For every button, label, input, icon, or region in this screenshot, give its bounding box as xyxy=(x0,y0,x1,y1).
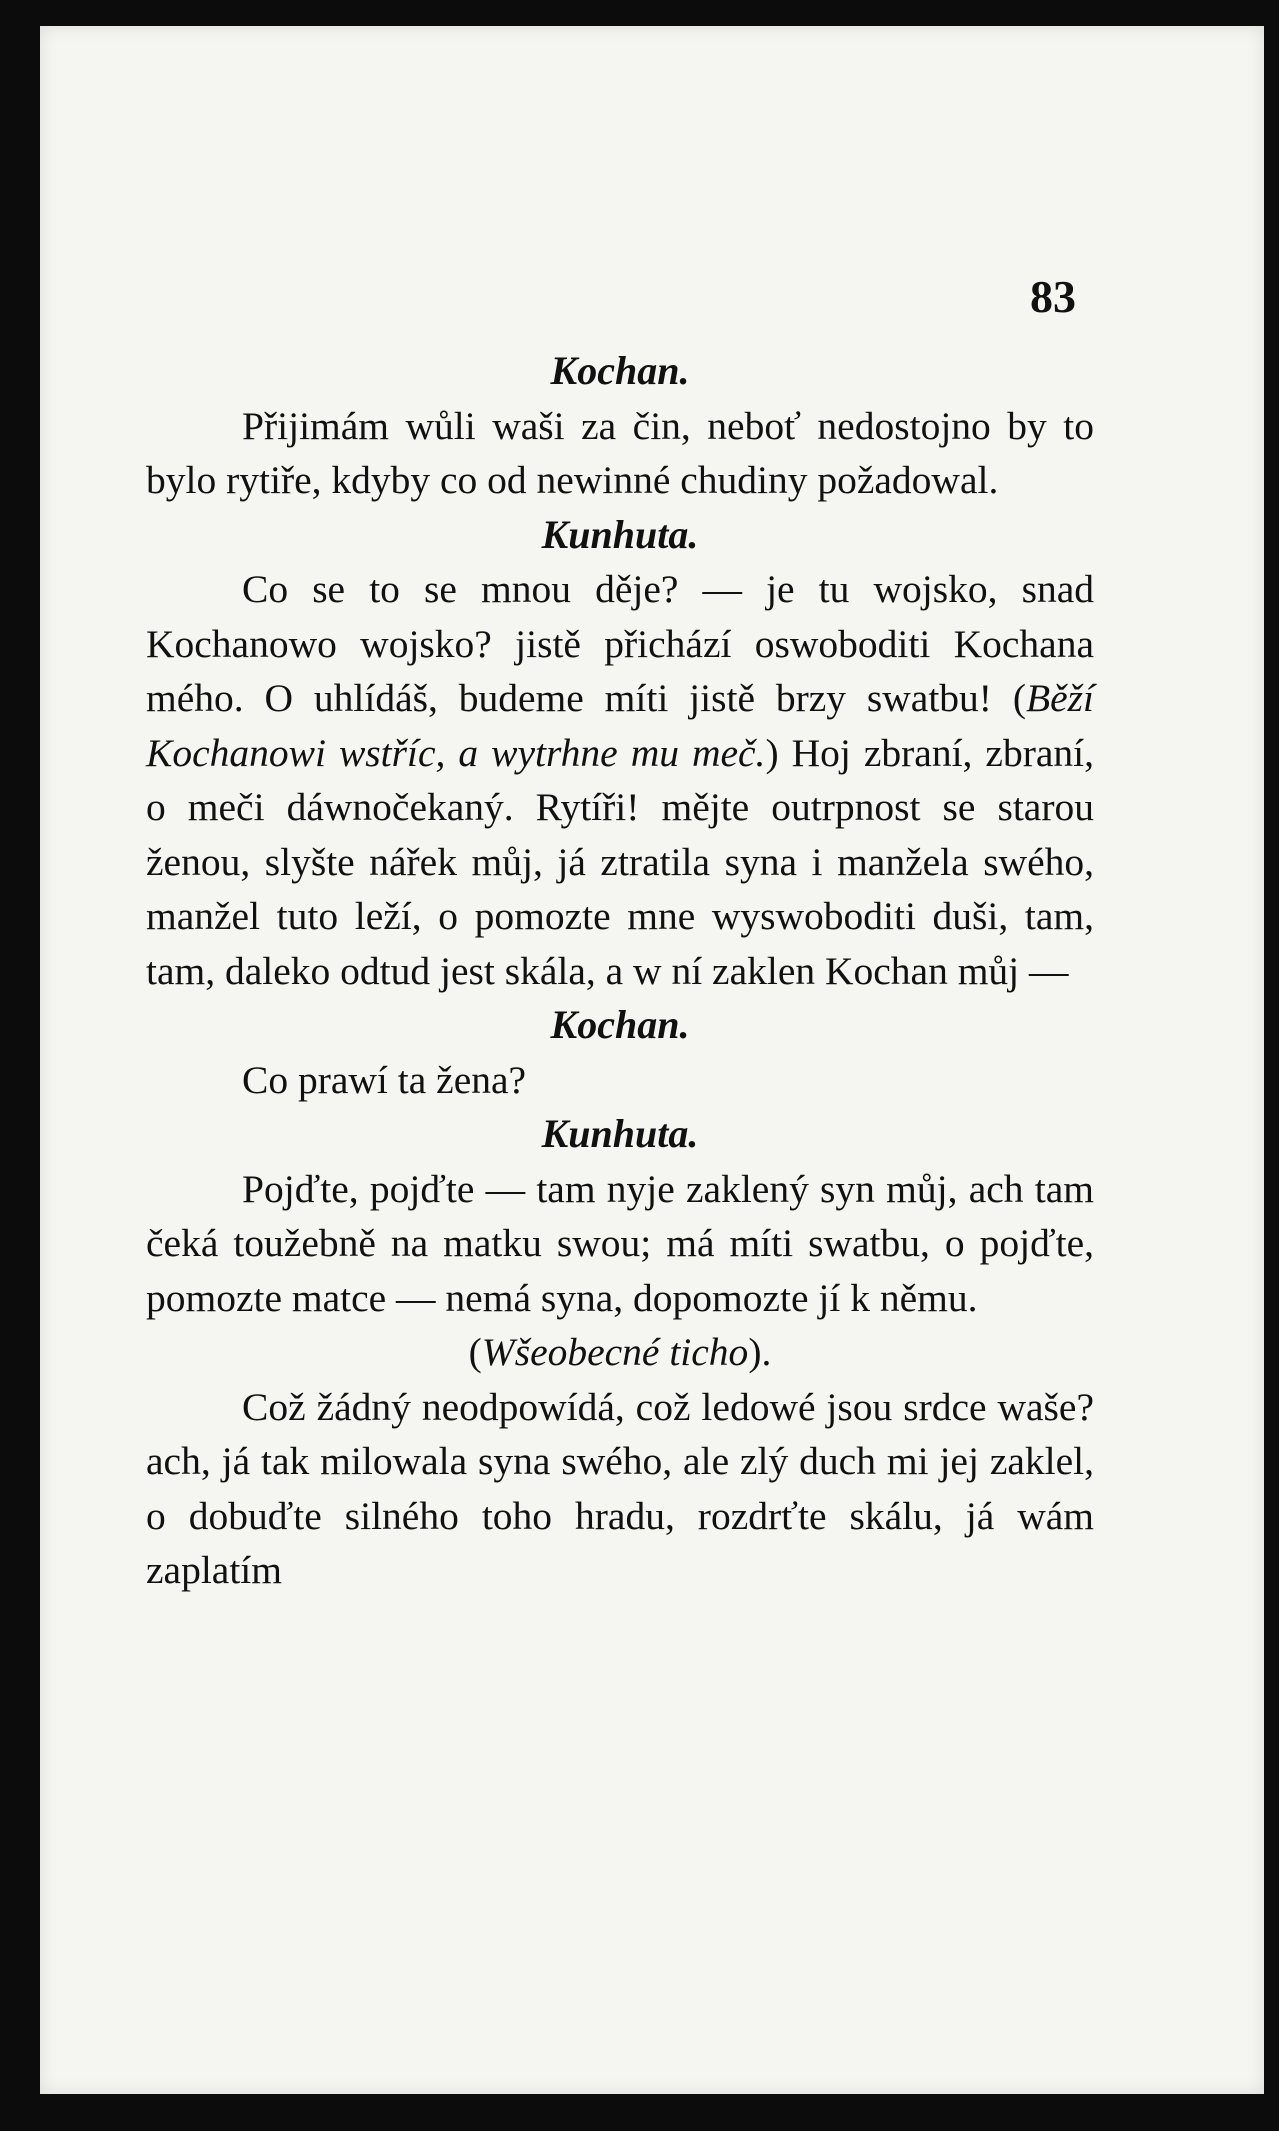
speech-paragraph xyxy=(146,562,1094,998)
speech-paragraph: Co prawí ta žena? xyxy=(242,1057,527,1102)
speaker-name: Kochan. xyxy=(550,348,690,393)
book-page xyxy=(40,26,1264,2094)
speaker-name: Kunhuta. xyxy=(541,511,699,557)
page-number: 83 xyxy=(1030,271,1076,322)
speech-text: Co se to se mnou děje? — je tu wojsko, snad Kochanowo wojsko? jistě přichází oswoboditi Kochana mého. O uhlídáš, budeme míti jistě brzy swatbu! ( xyxy=(146,567,1094,720)
stage-direction-text: Wšeobecné ticho xyxy=(481,1330,749,1374)
speech-paragraph: Přijimám wůli waši za čin, neboť nedostojno by to bylo rytiře, kdyby co od newinné chudiny požadowal. xyxy=(146,403,1094,502)
speech-text: ) Hoj zbraní, zbraní, o meči dáwnočekaný. Rytíři! mějte outrpnost se starou ženou, slyšte nářek můj, já ztratila syna i manžela swého, manžel tuto leží, o pomozte mne wyswoboditi duši, tam, tam, daleko odtud jest skála, a w ní zaklen Kochan můj — xyxy=(146,730,1094,993)
page-body xyxy=(146,344,1094,1598)
stage-direction-inline: Běží Kochanowi wstříc, a wytrhne mu meč. xyxy=(146,676,1094,775)
speaker-name: Kunhuta. xyxy=(541,1111,699,1156)
stage-direction: (Wšeobecné ticho). xyxy=(468,1330,772,1374)
speaker-name: Kochan. xyxy=(550,1002,690,1047)
speech-paragraph: Což žádný neodpowídá, což ledowé jsou srdce waše? ach, já tak milowala syna swého, ale zlý duch mi jej zaklel, o dobuďte silného toho hradu, rozdrťte skálu, já wám zaplatím xyxy=(146,1384,1094,1592)
speech-paragraph: Pojďte, pojďte — tam nyje zaklený syn můj, ach tam čeká toužebně na matku swou; má míti swatbu, o pojďte, pomozte matce — nemá syna, dopomozte jí k němu. xyxy=(146,1166,1094,1320)
